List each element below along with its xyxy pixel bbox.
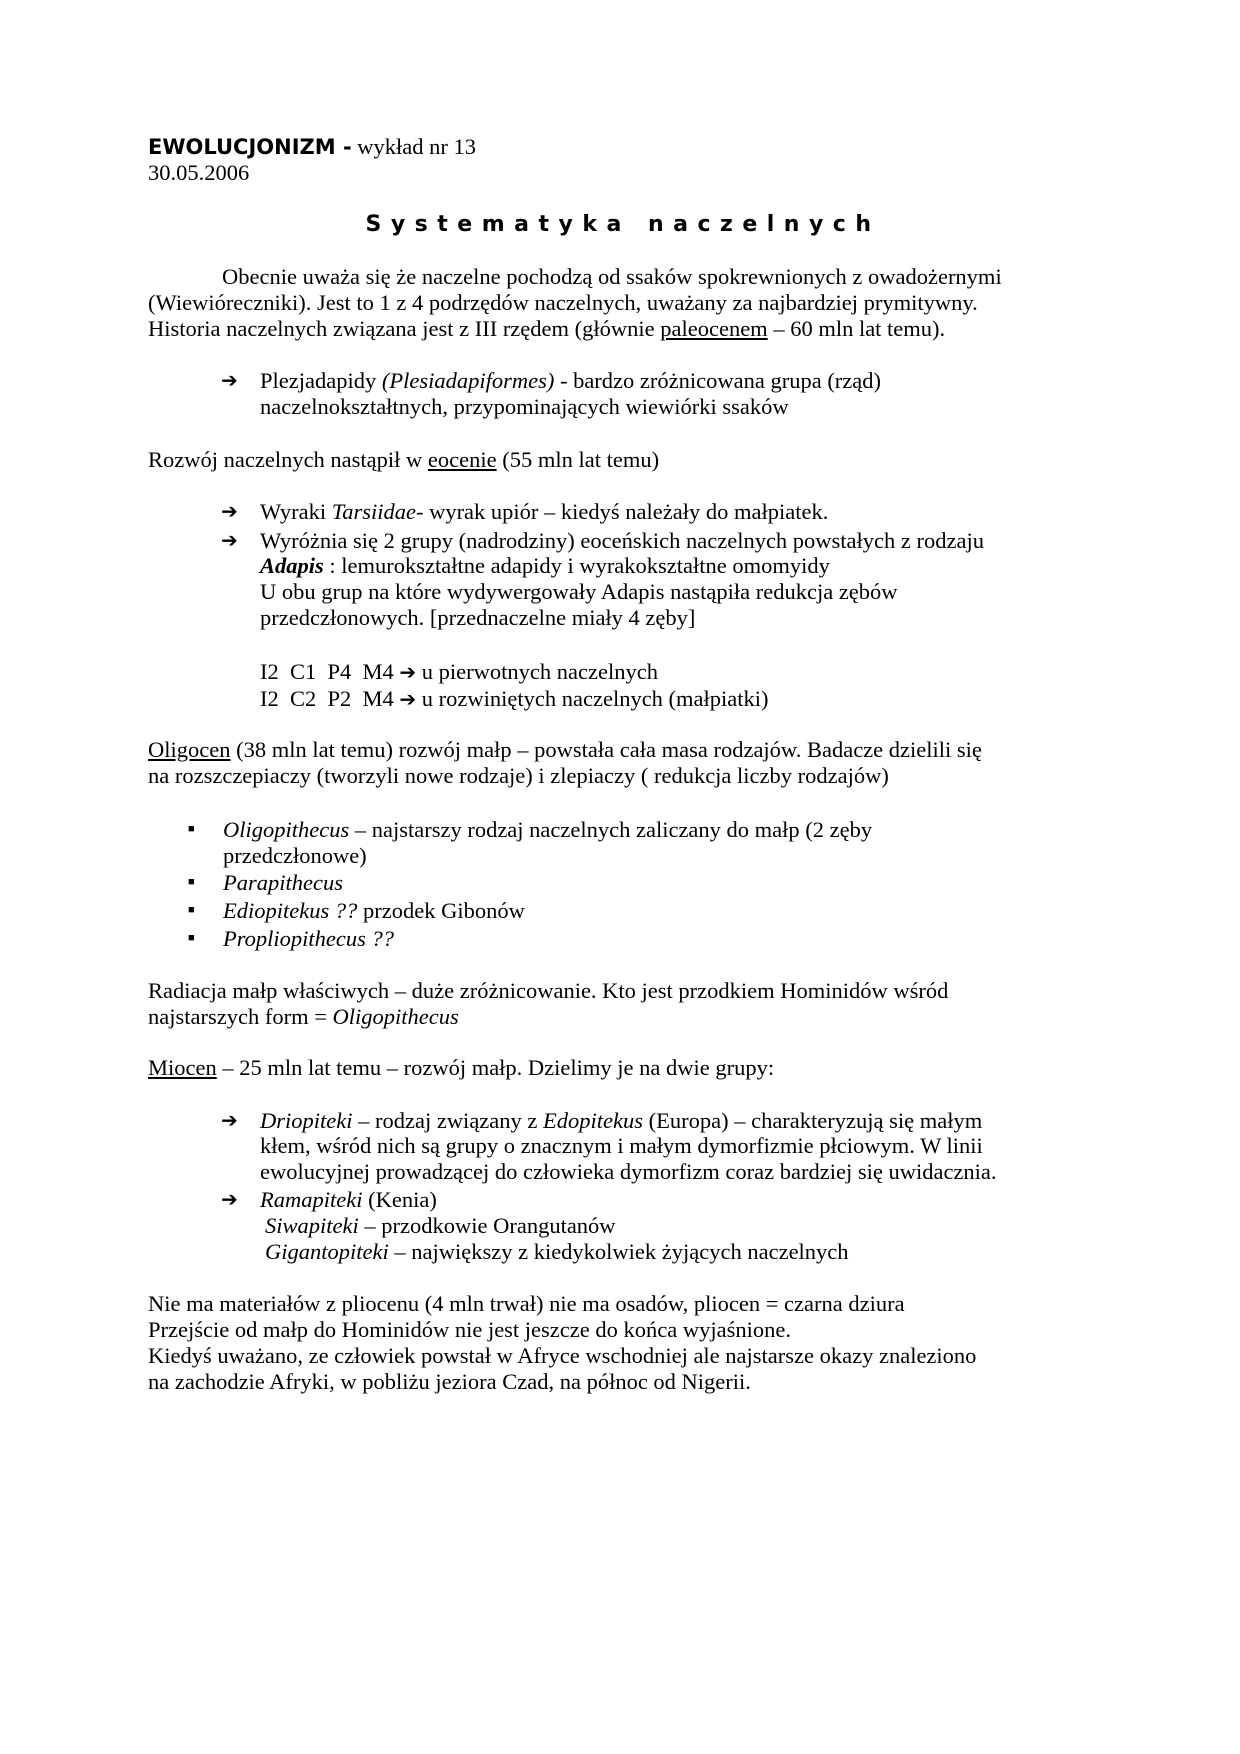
dental-desc: u rozwiniętych naczelnych (małpiatki) [421, 686, 769, 711]
dental-formula: I2 C1 P4 M4 [260, 659, 394, 684]
genus-item [223, 896, 525, 925]
genus-item [223, 924, 394, 953]
arrow-icon: ➔ [221, 1108, 238, 1132]
bullet-icon: ■ [188, 932, 195, 944]
radiation-line-1: Radiacja małp właściwych – duże zróżnicowanie. Kto jest przodkiem Hominidów wśród [148, 978, 949, 1003]
adapis-desc: : lemurokształtne adapidy i wyrakokształtne omomyidy [323, 553, 830, 578]
radiation-line-2 [148, 1002, 459, 1031]
plesiadapids-latin: (Plesiadapiformes) [381, 368, 555, 393]
genus-desc: przodek Gibonów [357, 898, 525, 923]
ramapiteki-name: Ramapiteki [260, 1187, 363, 1212]
genus-name: Ediopitekus ?? [223, 898, 358, 923]
eocene-term: eocenie [427, 447, 497, 472]
genus-name: Propliopithecus ?? [223, 926, 395, 951]
driopiteki-name: Driopiteki [260, 1108, 353, 1133]
miocene-term: Miocen [148, 1055, 217, 1080]
radiation-genus: Oligopithecus [332, 1004, 459, 1029]
arrow-icon: ➔ [221, 368, 238, 392]
oligocene-text: (38 mln lat temu) rozwój małp – powstała cała masa rodzajów. Badacze dzielili się [230, 737, 982, 762]
adapis-line-1: Wyróżnia się 2 grupy (nadrodziny) eoceńskich naczelnych powstałych z rodzaju [260, 528, 984, 553]
dental-formula-row [260, 657, 658, 687]
bullet-icon: ■ [188, 876, 195, 888]
genus-name: Oligopithecus [223, 817, 350, 842]
arrow-icon: ➔ [221, 1187, 238, 1211]
arrow-icon: ➔ [399, 660, 417, 684]
closing-line-4: na zachodzie Afryki, w pobliżu jeziora Czad, na północ od Nigerii. [148, 1369, 751, 1394]
genus-item-cont: przedczłonowe) [223, 843, 367, 868]
oligocene-line-1 [148, 735, 982, 764]
intro-text-end: – 60 mln lat temu). [767, 316, 946, 341]
lecture-date: 30.05.2006 [148, 160, 250, 185]
bullet-icon: ■ [188, 823, 195, 835]
arrow-icon: ➔ [221, 499, 238, 523]
intro-line-2: (Wiewióreczniki). Jest to 1 z 4 podrzędów naczelnych, uważany za najbardziej prymitywny. [148, 290, 978, 315]
bullet-icon: ■ [188, 904, 195, 916]
siwapiteki-line [265, 1211, 616, 1240]
arrow-icon: ➔ [221, 528, 238, 552]
closing-line-1: Nie ma materiałów z pliocenu (4 mln trwał) nie ma osadów, pliocen = czarna dziura [148, 1291, 905, 1316]
gigantopiteki-name: Gigantopiteki [265, 1239, 389, 1264]
tarsiers-post: - wyrak upiór – kiedyś należały do małpiatek. [415, 499, 829, 524]
intro-line-1: Obecnie uważa się że naczelne pochodzą od ssaków spokrewnionych z owadożernymi [222, 264, 1002, 289]
miocene-line [148, 1053, 774, 1082]
driopiteki-text: – rodzaj związany z [352, 1108, 544, 1133]
adapis-name: Adapis [260, 553, 324, 578]
eocene-line [148, 445, 659, 474]
ramapiteki-line [260, 1185, 437, 1214]
course-name: EWOLUCJONIZM - [148, 135, 352, 159]
gigantopiteki-text: – największy z kiedykolwiek żyjących naczelnych [388, 1239, 849, 1264]
radiation-text: najstarszych form = [148, 1004, 333, 1029]
siwapiteki-text: – przodkowie Orangutanów [358, 1213, 616, 1238]
edopitekus-name: Edopitekus [543, 1108, 643, 1133]
genus-name: Parapithecus [223, 870, 343, 895]
eocene-post: (55 mln lat temu) [496, 447, 660, 472]
tarsiers-line [260, 497, 828, 526]
intro-line-3 [148, 314, 945, 343]
intro-text: Historia naczelnych związana jest z III rzędem (głównie [148, 316, 661, 341]
plesiadapids-name: Plezjadapidy [260, 368, 382, 393]
plesiadapids-line-1 [260, 366, 881, 395]
gigantopiteki-line [265, 1237, 849, 1266]
plesiadapids-line-2: naczelnokształtnych, przypominających wiewiórki ssaków [260, 394, 789, 419]
plesiadapids-desc: - bardzo zróżnicowana grupa (rząd) [554, 368, 882, 393]
tarsiers-latin: Tarsiidae [331, 499, 416, 524]
arrow-icon: ➔ [399, 687, 417, 711]
miocene-text: – 25 mln lat temu – rozwój małp. Dzielimy je na dwie grupy: [216, 1055, 775, 1080]
driopiteki-line-3: ewolucyjnej prowadzącej do człowieka dymorfizm coraz bardziej się uwidacznia. [260, 1159, 997, 1184]
closing-line-3: Kiedyś uważano, ze człowiek powstał w Afryce wschodniej ale najstarsze okazy znaleziono [148, 1343, 977, 1368]
ramapiteki-text: (Kenia) [362, 1187, 437, 1212]
paleocene-term: paleocenem [660, 316, 768, 341]
adapis-line-2 [260, 551, 830, 580]
driopiteki-line-2: kłem, wśród nich są grupy o znacznym i małym dymorfizmie płciowym. W linii [260, 1133, 983, 1158]
eocene-pre: Rozwój naczelnych nastąpił w [148, 447, 428, 472]
page-title-text: Systematyka naczelnych [365, 212, 881, 237]
tarsiers-pre: Wyraki [260, 499, 332, 524]
dental-formula: I2 C2 P2 M4 [260, 686, 394, 711]
genus-item [223, 815, 872, 844]
oligocene-line-2: na rozszczepiaczy (tworzyli nowe rodzaje) i zlepiaczy ( redukcja liczby rodzajów) [148, 763, 889, 788]
oligocene-term: Oligocen [148, 737, 231, 762]
lecture-number: wykład nr 13 [357, 134, 477, 159]
genus-item [223, 868, 343, 897]
adapis-line-4: przedczłonowych. [przednaczelne miały 4 zęby] [260, 605, 696, 630]
dental-desc: u pierwotnych naczelnych [421, 659, 658, 684]
siwapiteki-name: Siwapiteki [265, 1213, 359, 1238]
genus-desc: – najstarszy rodzaj naczelnych zaliczany do małp (2 zęby [349, 817, 873, 842]
adapis-line-3: U obu grup na które wydywergowały Adapis nastąpiła redukcja zębów [260, 579, 898, 604]
closing-line-2: Przejście od małp do Hominidów nie jest jeszcze do końca wyjaśnione. [148, 1317, 791, 1342]
page-title [148, 210, 1098, 239]
driopiteki-text-end: (Europa) – charakteryzują się małym [643, 1108, 983, 1133]
dental-formula-row [260, 684, 769, 714]
